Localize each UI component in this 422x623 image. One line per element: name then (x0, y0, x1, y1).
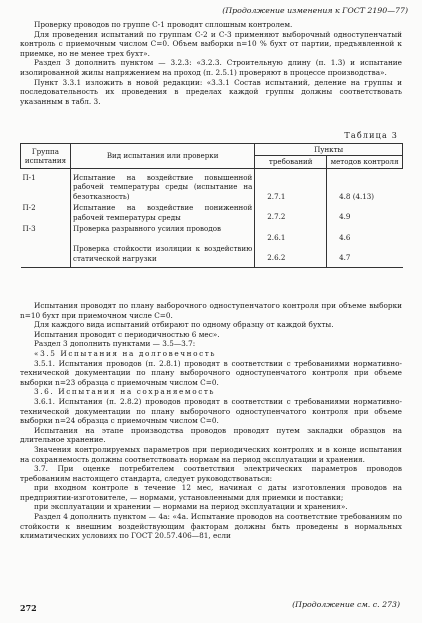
cell-type: Испытание на воздействие повышенной рабочей температуры среды (испытание на безотказность) (70, 168, 254, 202)
cell-group: П-2 (21, 202, 71, 223)
cell-req: 2.6.1 (255, 223, 327, 243)
paragraph: Раздел 3 дополнить пунктом — 3.2.3: «3.2.3. Строительную длину (п. 1.3) и испытание изолированной жилы напряжением на проход (п. 2.5.1) проверяют в процессе производства». (20, 58, 402, 77)
col-header-items: Пункты (255, 144, 403, 156)
paragraph: Испытания проводят с периодичностью 6 мес». (34, 329, 220, 339)
bottom-text (20, 301, 402, 541)
table-3 (20, 143, 403, 268)
cell-group: П-3 (21, 223, 71, 243)
paragraph: 3.6.1. Испытания (п. 2.8.2) проводов проводят в соответствии с требованиями нормативно-технической документации по плану выборочного одноступенчатого контроля при объеме выборки n=24 образца с приемочным числом С=0. (20, 396, 402, 426)
page-number: 272 (20, 603, 37, 613)
page-header: (Продолжение изменения к ГОСТ 2190—77) (222, 6, 408, 15)
paragraph: Испытания на этапе производства проводов проводят путем закладки образцов на длительное хранение. (20, 425, 402, 445)
paragraph: 3.5.1. Испытания проводов (п. 2.8.1) проводят в соответствии с требованиями нормативно-технической документации по плану выборочного одноступенчатого контроля при объеме выборки n=23 образца с приемочным числом С=0. (20, 358, 402, 387)
paragraph: при входном контроле в течение 12 мес, начиная с даты изготовления проводов на предприятии-изготовителе, — нормами, установленными для приемки и поставки; (20, 483, 402, 502)
table-row (21, 202, 403, 223)
paragraph: Для каждого вида испытаний отбирают по одному образцу от каждой бухты. (34, 320, 334, 330)
cell-req: 2.7.2 (255, 202, 327, 223)
paragraph: Значения контролируемых параметров при периодических контролях и в конце испытания на сохраняемость должны соответствовать нормам на период эксплуатации и хранения. (20, 444, 402, 464)
paragraph: Раздел 3 дополнить пунктами — 3.5—3.7: (34, 339, 196, 349)
cell-type: Проверка разрывного усилия проводов (70, 223, 254, 243)
cell-meth: 4.8 (4.13) (327, 168, 403, 202)
cell-group: П-1 (21, 168, 71, 202)
cell-type: Проверка стойкости изоляции к воздействию статической нагрузки (70, 243, 254, 267)
section-heading: «3.5 Испытания на долговечность (34, 348, 217, 358)
table-caption: Таблица 3 (344, 131, 398, 140)
paragraph: Пункт 3.3.1 изложить в новой редакции: «3.3.1 Состав испытаний, деление на группы и последовательность их проведения в пределах каждой группы должны соответствовать указанным в табл. 3. (20, 77, 402, 106)
paragraph: 3.7. При оценке потребителем соответствия электрических параметров проводов требованиям настоящего стандарта, следует руководствоваться: (20, 464, 402, 483)
paragraph: Раздел 4 дополнить пунктом — 4а: «4а. Испытание проводов на соответствие требованиям по стойкости к внешним воздействующим факторам должны быть проведены в нормальных климатических условиях по ГОСТ 20.57.406—81, если (20, 512, 402, 541)
table-row (21, 168, 403, 202)
cell-meth: 4.9 (327, 202, 403, 223)
table-row (21, 243, 403, 267)
section-heading: 3.6. Испытания на сохраняемость (34, 387, 216, 397)
cell-type: Испытание на воздействие пониженной рабочей температуры среды (70, 202, 254, 223)
paragraph: Проверку проводов по группе С-1 проводят сплошным контролем. (34, 20, 293, 29)
col-header-meth: методов контроля (327, 156, 403, 168)
col-header-group: Группа испытания (21, 144, 71, 169)
col-header-req: требований (255, 156, 327, 168)
cell-meth: 4.6 (327, 223, 403, 243)
paragraph: Для проведения испытаний по группам С-2 и С-3 применяют выборочный одноступенчатый контроль с приемочным числом С=0. Объем выборки n=10 % бухт от партии, предъявленной к приемке, но не менее трех бухт». (20, 29, 402, 58)
cell-req: 2.6.2 (255, 243, 327, 267)
paragraph: при эксплуатации и хранении — нормами на период эксплуатации и хранения». (34, 502, 348, 512)
cell-meth: 4.7 (327, 243, 403, 267)
table-row (21, 223, 403, 243)
paragraph: Испытания проводят по плану выборочного одноступенчатого контроля при объеме выборки n=10 бухт при приемочном числе С=0. (20, 301, 402, 320)
top-text (20, 20, 402, 106)
cell-group (21, 243, 71, 267)
col-header-type: Вид испытания или проверки (70, 144, 254, 169)
continuation-note: (Продолжение см. с. 273) (292, 600, 400, 609)
cell-req: 2.7.1 (255, 168, 327, 202)
